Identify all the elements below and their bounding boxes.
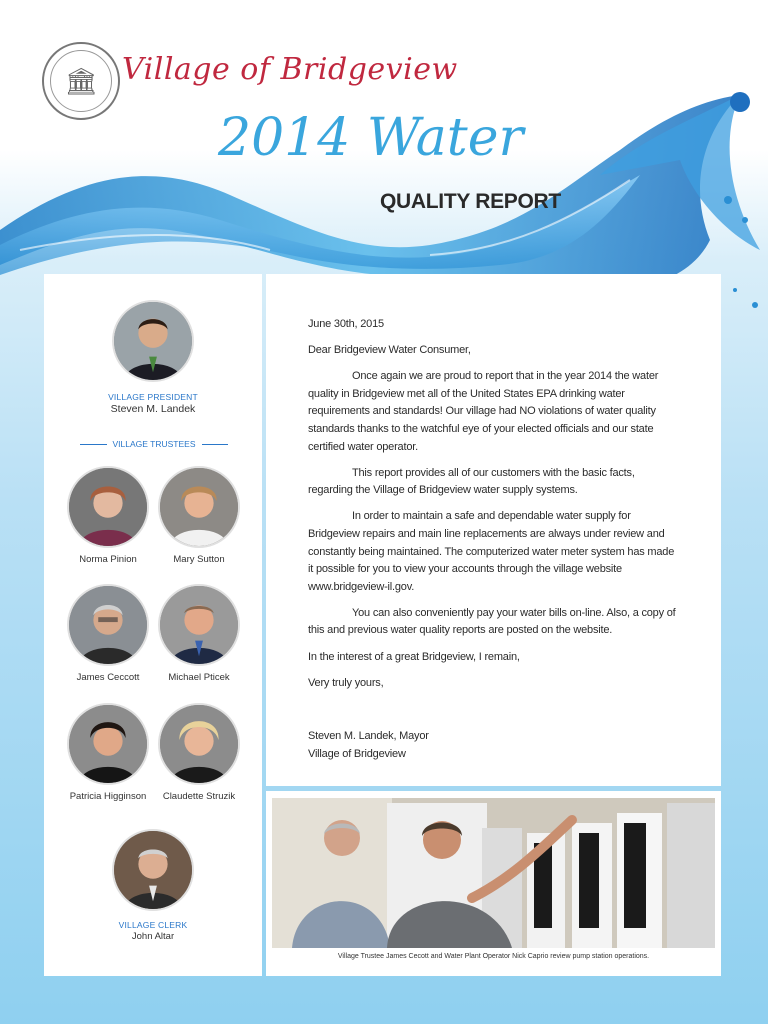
clerk-name: John Altar [131, 931, 175, 942]
photo-caption: Village Trustee James Cecott and Water Plant Operator Nick Caprio review pump station operations. [337, 953, 650, 960]
letter-paragraph: Once again we are proud to report that in the year 2014 the water quality in Bridgeview met all of the United States EPA drinking water requirements and standards! Our village had NO violations of water quality standards thanks to the watchful eye of your elected officials and our state certified water operator. [308, 370, 659, 453]
letter-sign-off: Very truly yours, [308, 676, 384, 689]
trustees-heading [80, 439, 228, 449]
village-title: Village of Bridgeview [122, 52, 458, 87]
signature-name: Steven M. Landek, Mayor [308, 730, 429, 743]
divider [202, 444, 229, 445]
letter-salutation: Dear Bridgeview Water Consumer, [308, 344, 471, 357]
trustee-portrait [158, 703, 240, 785]
letter-closing-line: In the interest of a great Bridgeview, I remain, [308, 650, 520, 663]
village-seal-logo [42, 42, 120, 120]
trustees-heading-label: VILLAGE TRUSTEES [112, 439, 196, 449]
trustee-name: Mary Sutton [173, 554, 225, 565]
trustee-portrait [67, 584, 149, 666]
building-icon: 🏛 [50, 50, 112, 112]
report-year-title: 2014 Water [218, 108, 524, 168]
trustee-portrait [67, 466, 149, 548]
trustee-portrait [67, 703, 149, 785]
president-name: Steven M. Landek [110, 403, 196, 415]
divider [80, 444, 107, 445]
letter-body [308, 316, 680, 772]
trustee-name: James Ceccott [76, 672, 140, 683]
signature-org: Village of Bridgeview [308, 747, 406, 760]
letter-paragraph: This report provides all of our customers with the basic facts, regarding the Village of Bridgeview water supply systems. [308, 466, 635, 497]
pump-station-photo [272, 798, 715, 948]
president-portrait [112, 300, 194, 382]
trustee-name: Claudette Struzik [162, 791, 236, 802]
photo-panel [266, 791, 721, 976]
trustee-name: Norma Pinion [79, 554, 137, 565]
trustee-portrait [158, 584, 240, 666]
letter-panel [266, 274, 721, 786]
president-role: VILLAGE PRESIDENT [108, 392, 198, 402]
clerk-portrait [112, 829, 194, 911]
report-subtitle: QUALITY REPORT [380, 190, 561, 213]
trustee-portrait [158, 466, 240, 548]
trustee-name: Michael Pticek [168, 672, 230, 683]
letter-date: June 30th, 2015 [308, 318, 384, 330]
clerk-role: VILLAGE CLERK [118, 920, 188, 930]
letter-paragraph: In order to maintain a safe and dependable water supply for Bridgeview repairs and main line replacements are always under review and constantly being maintained. The computerized water meter system has made it possible for you to view your accounts through the village website www.bridgeview-il.gov. [308, 510, 675, 593]
trustee-name: Patricia Higginson [69, 791, 147, 802]
letter-paragraph: You can also conveniently pay your water bills on-line. Also, a copy of this and previous water quality reports are posted on the website. [308, 606, 676, 637]
